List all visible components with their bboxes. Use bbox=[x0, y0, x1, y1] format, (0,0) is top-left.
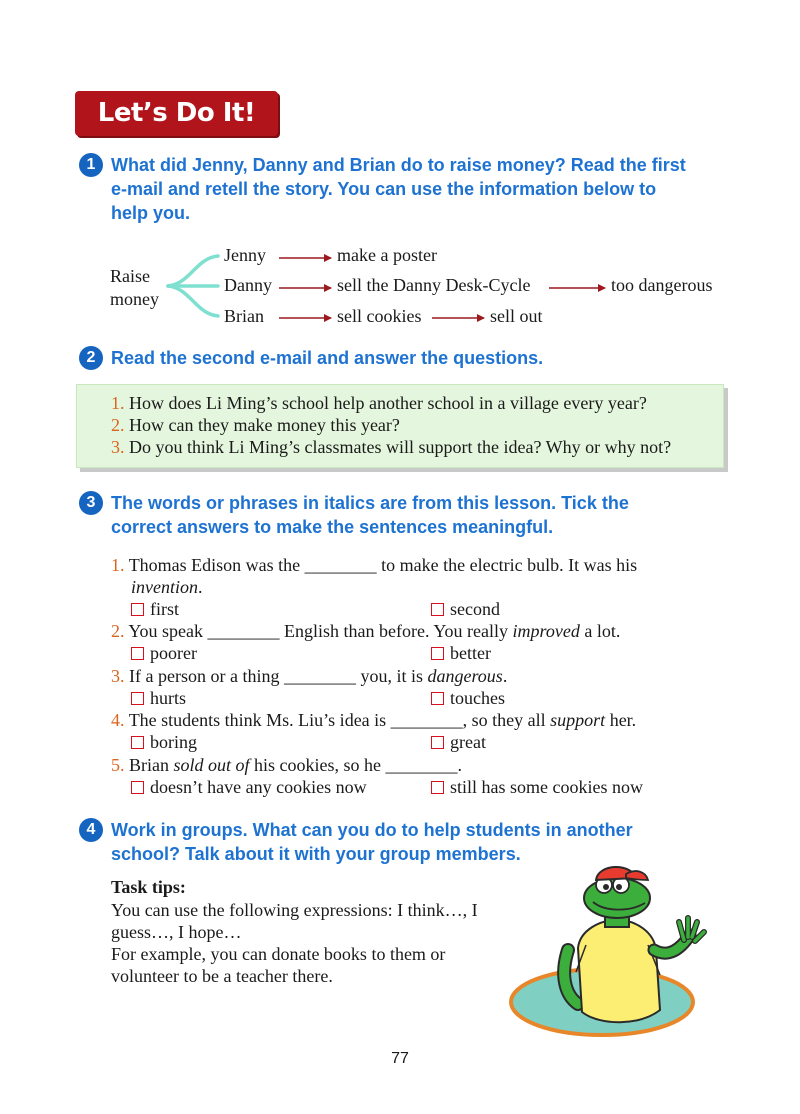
diagram-danny-action: sell the Danny Desk-Cycle bbox=[337, 275, 531, 295]
section-3-number: 3 bbox=[79, 491, 103, 515]
s3-item-4-post: her. bbox=[605, 710, 637, 730]
s3-item-1-num: 1. bbox=[111, 555, 125, 575]
s3-item-5-option-a-label: doesn’t have any cookies now bbox=[150, 777, 367, 797]
s3-item-5-post: his cookies, so he ________. bbox=[249, 755, 462, 775]
section-1-question-line3: help you. bbox=[111, 203, 191, 223]
section-4-number: 4 bbox=[79, 818, 103, 842]
s2-item-3-text: Do you think Li Ming’s classmates will support the idea? Why or why not? bbox=[129, 437, 672, 457]
s3-item-4-pre: The students think Ms. Liu’s idea is ________, so they all bbox=[128, 710, 551, 730]
task-tips-line1: You can use the following expressions: I think…, I bbox=[111, 900, 478, 920]
section-4-question-line1: Work in groups. What can you do to help students in another bbox=[111, 820, 633, 840]
diagram-danny-result: too dangerous bbox=[611, 275, 713, 295]
section-4-question-line2: school? Talk about it with your group members. bbox=[111, 844, 521, 864]
task-tips-title: Task tips: bbox=[111, 877, 186, 897]
s3-item-3-option-b-label: touches bbox=[450, 688, 505, 708]
s3-item-4-italic: support bbox=[550, 710, 606, 730]
s3-item-3-pre: If a person or a thing ________ you, it is bbox=[129, 666, 428, 686]
s3-item-5-option-b-label: still has some cookies now bbox=[450, 777, 643, 797]
s2-item-1-text: How does Li Ming’s school help another school in a village every year? bbox=[129, 393, 647, 413]
diagram-brian-action: sell cookies bbox=[337, 306, 422, 326]
s3-item-3-italic: dangerous bbox=[427, 666, 503, 686]
task-tips-line2: guess…, I hope… bbox=[111, 922, 242, 942]
s3-item-2-option-b-label: better bbox=[450, 643, 491, 663]
diagram-danny: Danny bbox=[224, 275, 272, 295]
s2-item-2-num: 2. bbox=[111, 415, 125, 435]
section-1-question-line1: What did Jenny, Danny and Brian do to raise money? Read the first bbox=[111, 155, 686, 175]
s3-item-5-pre: Brian bbox=[129, 755, 174, 775]
s3-item-1-italic: invention bbox=[131, 577, 198, 597]
s3-item-1-line2-after: . bbox=[197, 577, 203, 597]
section-1-number: 1 bbox=[79, 153, 103, 177]
s3-item-4-option-b-label: great bbox=[450, 732, 486, 752]
s3-item-1-text: Thomas Edison was the ________ to make the electric bulb. It was his bbox=[128, 555, 638, 575]
s3-item-4-option-a-label: boring bbox=[150, 732, 197, 752]
section-3-question-line1: The words or phrases in italics are from this lesson. Tick the bbox=[111, 493, 629, 513]
diagram-root-line1: Raise bbox=[110, 266, 150, 286]
s2-item-2-text: How can they make money this year? bbox=[129, 415, 400, 435]
s2-item-1-num: 1. bbox=[111, 393, 125, 413]
diagram-jenny-action: make a poster bbox=[337, 245, 437, 265]
s3-item-3-post: . bbox=[502, 666, 508, 686]
section-2-question: Read the second e-mail and answer the questions. bbox=[111, 348, 544, 368]
s3-item-2-italic: improved bbox=[512, 621, 580, 641]
section-1-question-line2: e-mail and retell the story. You can use the information below to bbox=[111, 179, 657, 199]
s3-item-1-option-a-label: first bbox=[150, 599, 179, 619]
s3-item-3-num: 3. bbox=[111, 666, 125, 686]
section-2-number: 2 bbox=[79, 346, 103, 370]
diagram-brian-result: sell out bbox=[490, 306, 543, 326]
banner-title: Let’s Do It! bbox=[97, 98, 256, 128]
s3-item-2-num: 2. bbox=[111, 621, 125, 641]
s2-item-3-num: 3. bbox=[111, 437, 125, 457]
task-tips-line3: For example, you can donate books to them or bbox=[111, 944, 446, 964]
s3-item-5-num: 5. bbox=[111, 755, 125, 775]
task-tips-line4: volunteer to be a teacher there. bbox=[111, 966, 333, 986]
s3-item-3-option-a-label: hurts bbox=[150, 688, 186, 708]
s3-item-2-pre: You speak ________ English than before. You really bbox=[128, 621, 513, 641]
s3-item-4-num: 4. bbox=[111, 710, 125, 730]
diagram-brian: Brian bbox=[224, 306, 264, 326]
s3-item-2-post: a lot. bbox=[579, 621, 621, 641]
s3-item-1-option-b-label: second bbox=[450, 599, 500, 619]
s3-item-5-italic: sold out of bbox=[173, 755, 250, 775]
section-3-question-line2: correct answers to make the sentences meaningful. bbox=[111, 517, 554, 537]
diagram-jenny: Jenny bbox=[224, 245, 266, 265]
page-number: 77 bbox=[391, 1050, 409, 1067]
s3-item-2-option-a-label: poorer bbox=[150, 643, 197, 663]
diagram-root-line2: money bbox=[110, 289, 159, 309]
